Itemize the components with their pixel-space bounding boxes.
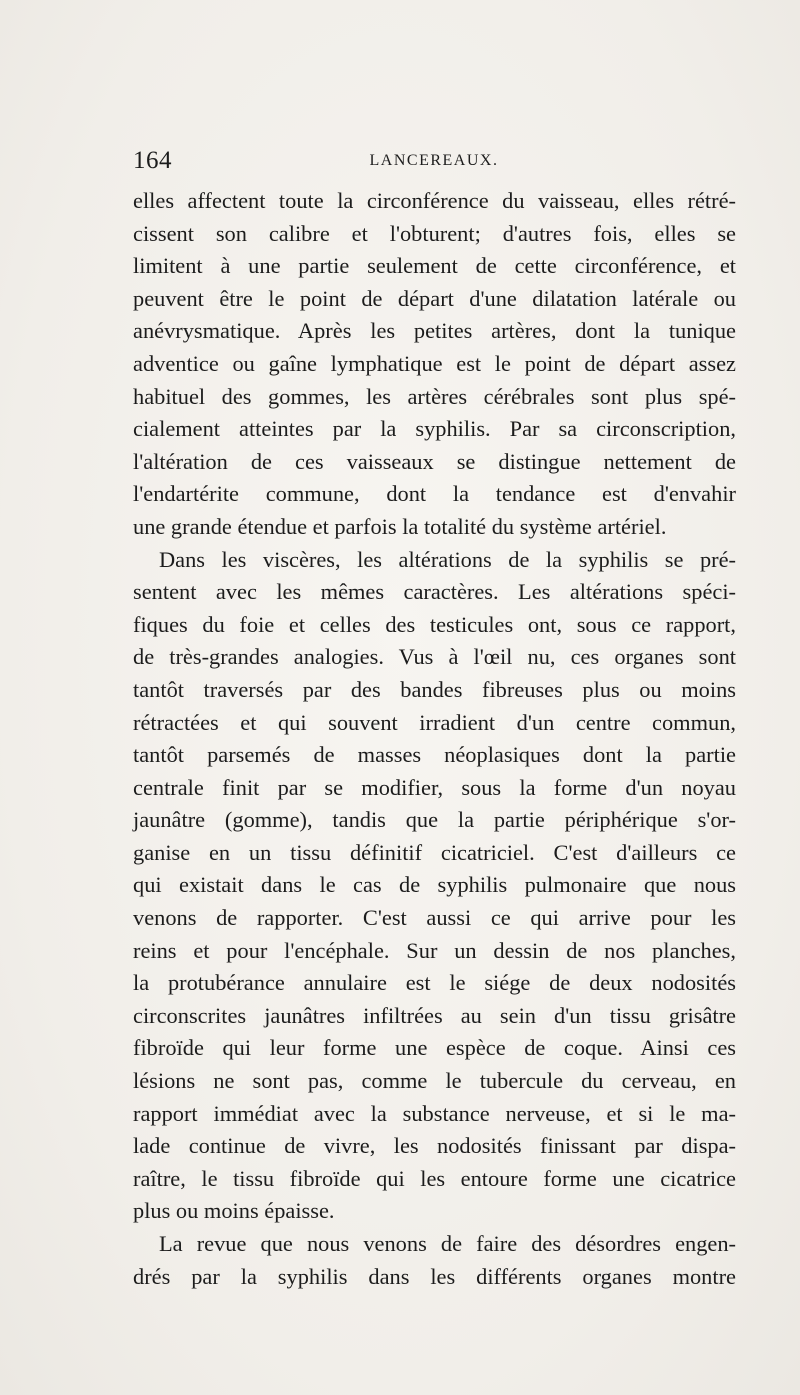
text-line: venons de rapporter. C'est aussi ce qui arrive pour les bbox=[133, 905, 736, 931]
text-line: la protubérance annulaire est le siége de deux nodosités bbox=[133, 970, 736, 996]
text-line: rétractées et qui souvent irradient d'un centre commun, bbox=[133, 709, 736, 735]
text-line: une grande étendue et parfois la totalité du système artériel. bbox=[133, 513, 667, 539]
text-line: l'altération de ces vaisseaux se distingue nettement de bbox=[133, 448, 736, 474]
text-line: ganise en un tissu définitif cicatriciel. C'est d'ailleurs ce bbox=[133, 839, 736, 865]
text-line: anévrysmatique. Après les petites artères, dont la tunique bbox=[133, 318, 736, 344]
text-line: limitent à une partie seulement de cette circonférence, et bbox=[133, 253, 736, 279]
text-line: tantôt parsemés de masses néoplasiques dont la partie bbox=[133, 742, 736, 768]
text-line: lésions ne sont pas, comme le tubercule du cerveau, en bbox=[133, 1068, 736, 1094]
text-line: reins et pour l'encéphale. Sur un dessin de nos planches, bbox=[133, 937, 736, 963]
text-line: fibroïde qui leur forme une espèce de coque. Ainsi ces bbox=[133, 1035, 736, 1061]
text-line: jaunâtre (gomme), tandis que la partie périphérique s'or- bbox=[133, 807, 736, 833]
text-line: centrale finit par se modifier, sous la forme d'un noyau bbox=[133, 774, 736, 800]
text-line: raître, le tissu fibroïde qui les entoure forme une cicatrice bbox=[133, 1165, 736, 1191]
text-line: sentent avec les mêmes caractères. Les altérations spéci- bbox=[133, 579, 736, 605]
text-line: drés par la syphilis dans les différents organes montre bbox=[133, 1263, 736, 1289]
text-line: adventice ou gaîne lymphatique est le point de départ assez bbox=[133, 350, 736, 376]
text-line: rapport immédiat avec la substance nerveuse, et si le ma- bbox=[133, 1100, 736, 1126]
page-number: 164 bbox=[133, 147, 172, 174]
text-line: qui existait dans le cas de syphilis pulmonaire que nous bbox=[133, 872, 736, 898]
text-line: tantôt traversés par des bandes fibreuses plus ou moins bbox=[133, 676, 736, 702]
text-line: lade continue de vivre, les nodosités finissant par dispa- bbox=[133, 1133, 736, 1159]
text-line: peuvent être le point de départ d'une dilatation latérale ou bbox=[133, 285, 736, 311]
paragraph-start-line: Dans les viscères, les altérations de la syphilis se pré- bbox=[159, 546, 736, 572]
text-line: elles affectent toute la circonférence du vaisseau, elles rétré- bbox=[133, 188, 736, 213]
text-line: plus ou moins épaisse. bbox=[133, 1198, 335, 1224]
text-line: circonscrites jaunâtres infiltrées au sein d'un tissu grisâtre bbox=[133, 1002, 736, 1028]
running-head: LANCEREAUX. bbox=[369, 152, 499, 169]
text-line: cissent son calibre et l'obturent; d'autres fois, elles se bbox=[133, 220, 736, 246]
text-line: l'endartérite commune, dont la tendance est d'envahir bbox=[133, 481, 736, 507]
text-line: habituel des gommes, les artères cérébrales sont plus spé- bbox=[133, 383, 736, 409]
body-text bbox=[133, 185, 736, 1293]
page-header bbox=[133, 147, 735, 177]
text-line: de très-grandes analogies. Vus à l'œil nu, ces organes sont bbox=[133, 644, 736, 670]
paragraph-start-line: La revue que nous venons de faire des désordres engen- bbox=[159, 1231, 736, 1256]
text-line: cialement atteintes par la syphilis. Par sa circonscription, bbox=[133, 416, 736, 442]
text-line: fiques du foie et celles des testicules ont, sous ce rapport, bbox=[133, 611, 736, 637]
